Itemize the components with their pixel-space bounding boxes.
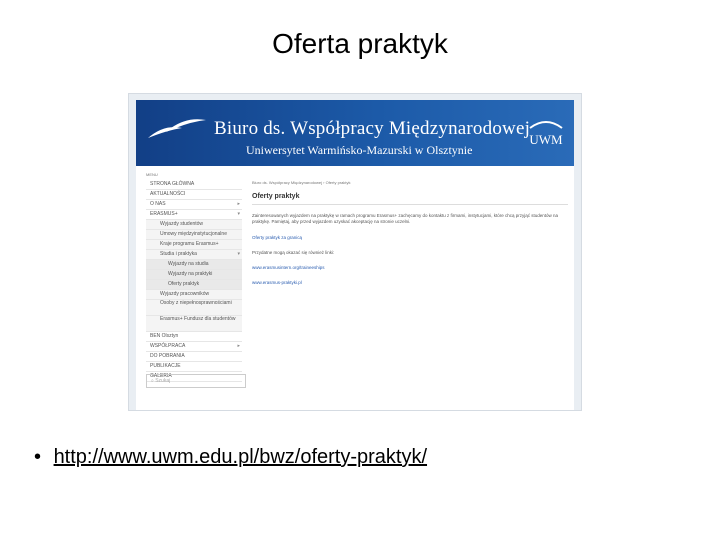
sidebar-item-label: Erasmus+ Fundusz dla studentów: [160, 316, 236, 322]
breadcrumb: Biuro ds. Współpracy Międzynarodowej › Oferty praktyk: [252, 180, 351, 185]
sidebar-item[interactable]: [146, 362, 242, 372]
bullet-item: [34, 446, 427, 469]
sidebar-item-label: Umowy międzyinstytucjonalne: [160, 231, 227, 237]
sidebar-item[interactable]: [146, 260, 242, 270]
sidebar-item-label: Wyjazdy na studia: [168, 261, 209, 267]
chevron-icon: ▾: [237, 251, 240, 257]
sidebar-item[interactable]: [146, 332, 242, 342]
sidebar-item[interactable]: [146, 290, 242, 300]
birds-logo-icon: [146, 108, 216, 148]
banner-title: Biuro ds. Współpracy Międzynarodowej: [214, 118, 531, 139]
sidebar-item[interactable]: [146, 240, 242, 250]
sidebar-item-label: Studia i praktyka: [160, 251, 197, 257]
sidebar-item[interactable]: [146, 210, 242, 220]
sidebar-item-label: Wyjazdy studentów: [160, 221, 204, 227]
sidebar-item-label: Kraje programu Erasmus+: [160, 241, 219, 247]
search-input[interactable]: [146, 374, 246, 388]
content-paragraph: Zainteresowanych wyjazdem na praktykę w ramach programu Erasmus+ zachęcamy do kontaktu z firmami, instytucjami, które chcą przyjąć studentów na praktykę. Pamiętaj, aby przed wyjazdem uzyskać akceptację na stronie uczelni.: [252, 213, 558, 224]
banner-subtitle: Uniwersytet Warmińsko-Mazurski w Olsztynie: [246, 143, 473, 157]
menu-heading: MENU: [146, 172, 158, 177]
chevron-icon: ▾: [237, 211, 240, 217]
sidebar-item[interactable]: [146, 342, 242, 352]
chevron-icon: ▸: [237, 201, 240, 207]
sidebar-item[interactable]: [146, 220, 242, 230]
uwm-logo-icon: [526, 114, 566, 154]
content-title: Oferty praktyk: [252, 193, 300, 200]
sidebar-item[interactable]: [146, 250, 242, 260]
logo-text: UWM: [529, 132, 563, 147]
sidebar-item-label: Oferty praktyk: [168, 281, 200, 287]
sidebar-item-label: STRONA GŁÓWNA: [150, 181, 195, 187]
sidebar-item[interactable]: [146, 180, 242, 190]
useful-links-text: Przydatne mogą okazać się również linki:: [252, 250, 335, 255]
offers-url-link[interactable]: http://www.uwm.edu.pl/bwz/oferty-praktyk/: [53, 446, 428, 468]
website-screenshot: [128, 93, 582, 411]
external-link-1[interactable]: www.erasmusintern.org/traineeships: [252, 265, 325, 270]
chevron-icon: ▸: [237, 343, 240, 349]
sidebar-item[interactable]: [146, 230, 242, 240]
sidebar-item[interactable]: [146, 316, 242, 332]
slide-title: Oferta praktyk: [272, 28, 448, 59]
sidebar-item[interactable]: [146, 300, 242, 316]
search-icon: ⌕: [151, 378, 154, 384]
sidebar-item-label: WSPÓŁPRACA: [150, 343, 186, 349]
sidebar-item-label: Osoby z niepełnosprawnościami: [160, 300, 232, 306]
sidebar-item-label: O NAS: [150, 201, 166, 207]
sidebar-item-label: Wyjazdy pracowników: [160, 291, 210, 297]
sidebar-item-label: ERASMUS+: [150, 211, 178, 217]
site-banner: [136, 100, 574, 166]
bullet-icon: •: [34, 446, 42, 468]
sidebar-menu: [146, 180, 242, 382]
sidebar-item[interactable]: [146, 270, 242, 280]
sidebar-item-label: GALERIA: [150, 373, 172, 379]
sidebar-item[interactable]: [146, 280, 242, 290]
sidebar-item-label: PUBLIKACJE: [150, 363, 181, 369]
sidebar-item-label: BEN Olsztyn: [150, 333, 179, 339]
main-content: [252, 180, 568, 285]
sidebar-item[interactable]: [146, 200, 242, 210]
divider: [252, 204, 568, 205]
sidebar-item-label: Wyjazdy na praktyki: [168, 271, 213, 277]
external-link-2[interactable]: www.erasmus-praktyki.pl: [252, 280, 302, 285]
page-body: [136, 166, 574, 410]
sidebar-item-label: DO POBRANIA: [150, 353, 185, 359]
sidebar-item-label: AKTUALNOŚCI: [150, 191, 186, 197]
offers-link[interactable]: Oferty praktyk za granicą: [252, 235, 303, 240]
sidebar-item[interactable]: [146, 190, 242, 200]
sidebar-item[interactable]: [146, 352, 242, 362]
search-placeholder: Szukaj: [155, 378, 171, 384]
